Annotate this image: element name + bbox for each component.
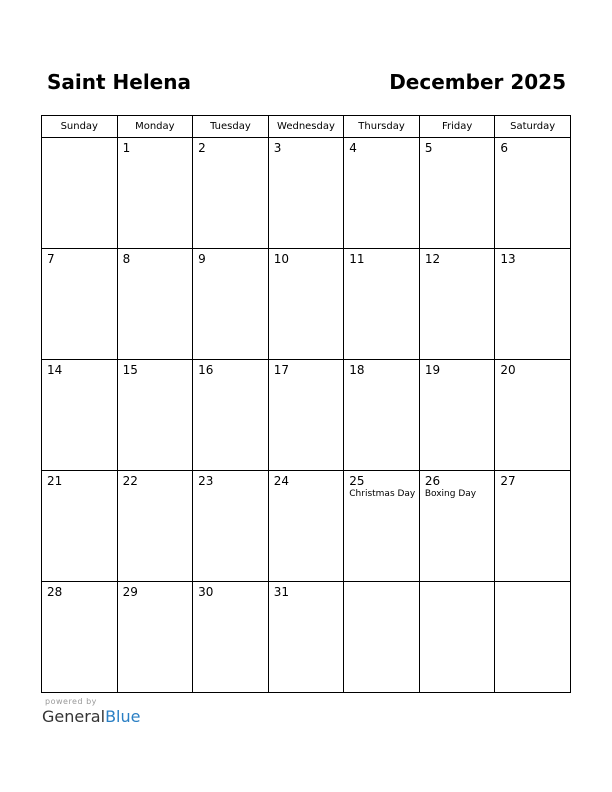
day-number bbox=[42, 138, 117, 141]
day-number: 4 bbox=[349, 141, 357, 155]
day-cell bbox=[117, 249, 193, 360]
day-cell bbox=[268, 471, 344, 582]
day-number bbox=[495, 582, 570, 585]
day-cell bbox=[268, 360, 344, 471]
day-number: 9 bbox=[198, 252, 206, 266]
day-cell bbox=[42, 249, 118, 360]
day-cell bbox=[193, 249, 269, 360]
brand-name-general: General bbox=[42, 707, 106, 726]
day-cell bbox=[268, 582, 344, 693]
day-cell bbox=[495, 582, 571, 693]
day-number: 11 bbox=[349, 252, 365, 266]
day-number: 3 bbox=[273, 141, 282, 155]
weekday-header-row bbox=[42, 116, 571, 138]
day-number: 26 bbox=[424, 474, 441, 488]
day-cell bbox=[117, 582, 193, 693]
month-title: December 2025 bbox=[389, 70, 566, 94]
holiday-label: Boxing Day bbox=[424, 489, 477, 499]
day-number: 22 bbox=[122, 474, 138, 488]
day-number: 1 bbox=[122, 141, 131, 155]
brand-name-blue: Blue bbox=[105, 707, 141, 726]
week-row bbox=[42, 471, 571, 582]
day-cell bbox=[419, 471, 495, 582]
day-number: 2 bbox=[198, 141, 206, 155]
day-number: 10 bbox=[273, 252, 289, 266]
day-number: 21 bbox=[47, 474, 63, 488]
day-number: 8 bbox=[122, 252, 131, 266]
weekday-wednesday: Wednesday bbox=[268, 116, 344, 138]
day-number: 28 bbox=[47, 585, 63, 599]
day-cell bbox=[344, 249, 420, 360]
day-number: 14 bbox=[47, 363, 63, 377]
day-cell bbox=[419, 360, 495, 471]
calendar-grid bbox=[41, 115, 571, 693]
day-cell bbox=[495, 360, 571, 471]
week-row bbox=[42, 249, 571, 360]
day-cell bbox=[495, 249, 571, 360]
day-number: 31 bbox=[273, 585, 289, 599]
day-number: 12 bbox=[424, 252, 441, 266]
day-cell bbox=[419, 582, 495, 693]
day-cell bbox=[419, 249, 495, 360]
day-cell bbox=[344, 582, 420, 693]
day-cell bbox=[344, 138, 420, 249]
day-number: 23 bbox=[198, 474, 214, 488]
day-cell bbox=[42, 360, 118, 471]
day-number: 18 bbox=[349, 363, 365, 377]
day-cell bbox=[117, 138, 193, 249]
weekday-thursday: Thursday bbox=[344, 116, 420, 138]
weekday-monday: Monday bbox=[117, 116, 193, 138]
weekday-sunday: Sunday bbox=[42, 116, 118, 138]
country-title: Saint Helena bbox=[47, 70, 191, 94]
day-cell bbox=[193, 471, 269, 582]
day-number: 30 bbox=[198, 585, 214, 599]
day-number: 25 bbox=[349, 474, 365, 488]
weekday-tuesday: Tuesday bbox=[193, 116, 269, 138]
day-cell bbox=[268, 249, 344, 360]
day-number: 15 bbox=[122, 363, 138, 377]
day-cell bbox=[193, 138, 269, 249]
weekday-friday: Friday bbox=[419, 116, 495, 138]
week-row bbox=[42, 360, 571, 471]
day-cell bbox=[117, 471, 193, 582]
day-number: 6 bbox=[500, 141, 509, 155]
day-number: 17 bbox=[273, 363, 289, 377]
day-cell bbox=[344, 471, 420, 582]
footer-branding bbox=[42, 697, 140, 726]
day-cell bbox=[495, 471, 571, 582]
day-number: 13 bbox=[500, 252, 516, 266]
day-number bbox=[420, 582, 495, 585]
day-cell bbox=[42, 582, 118, 693]
calendar-header bbox=[42, 70, 566, 100]
weekday-saturday: Saturday bbox=[495, 116, 571, 138]
day-number: 27 bbox=[500, 474, 516, 488]
day-number: 5 bbox=[424, 141, 433, 155]
day-cell bbox=[42, 138, 118, 249]
week-row bbox=[42, 582, 571, 693]
day-cell bbox=[193, 582, 269, 693]
day-number: 24 bbox=[273, 474, 289, 488]
brand-logo[interactable] bbox=[42, 707, 140, 726]
day-cell bbox=[419, 138, 495, 249]
week-row bbox=[42, 138, 571, 249]
day-cell bbox=[268, 138, 344, 249]
day-cell bbox=[117, 360, 193, 471]
day-cell bbox=[42, 471, 118, 582]
day-number: 7 bbox=[47, 252, 55, 266]
day-number: 20 bbox=[500, 363, 516, 377]
day-number: 19 bbox=[424, 363, 441, 377]
day-cell bbox=[344, 360, 420, 471]
powered-by-text: powered by bbox=[45, 697, 97, 706]
day-number bbox=[344, 582, 419, 585]
day-cell bbox=[495, 138, 571, 249]
day-number: 29 bbox=[122, 585, 138, 599]
holiday-label: Christmas Day bbox=[349, 489, 416, 499]
day-cell bbox=[193, 360, 269, 471]
day-number: 16 bbox=[198, 363, 214, 377]
